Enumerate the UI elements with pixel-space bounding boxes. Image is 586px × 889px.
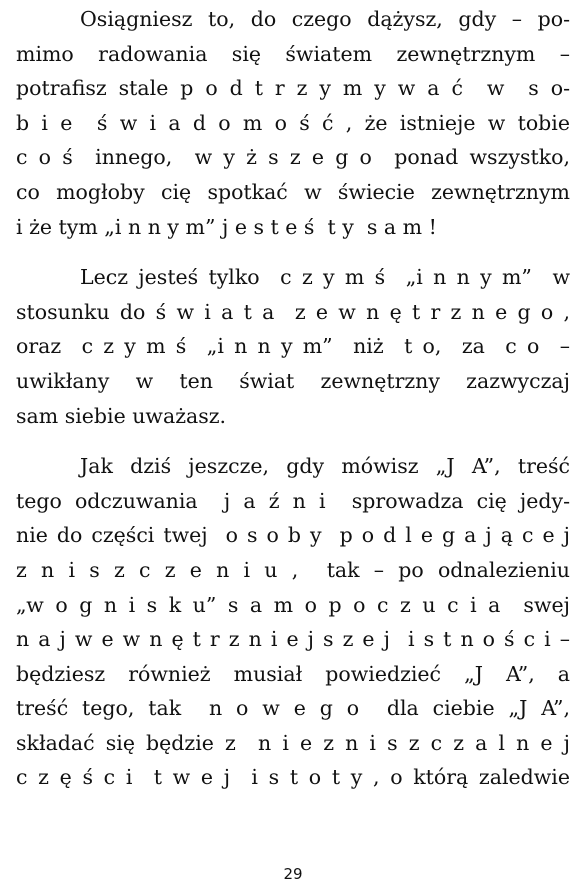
text-line: składać się będzie z n i e z n i s z c z a l n e j (16, 730, 570, 755)
text-line: potrafisz stale p o d t r z y m y w a ć w s o- (16, 76, 570, 101)
text-line: i że tym „i n n y m” j e s t e ś t y s a m ! (16, 214, 437, 239)
page-text (16, 2, 570, 811)
text-line: sam siebie uważasz. (16, 403, 227, 428)
text-line: b i e ś w i a d o m o ś ć , że istnieje w tobie (16, 110, 570, 135)
text-line: Jak dziś jeszcze, gdy mówisz „J A”, treść (80, 454, 570, 479)
text-line: będziesz również musiał powiedzieć „J A”, a (16, 661, 570, 686)
text-line: n a j w e w n ę t r z n i e j s z e j i s t n o ś c i – (16, 627, 570, 652)
text-line: nie do części twej o s o b y p o d l e g a j ą c e j (16, 523, 570, 548)
text-line: Osiągniesz to, do czego dążysz, gdy – po- (80, 7, 570, 31)
text-line: uwikłany w ten świat zewnętrzny zazwyczaj (16, 368, 570, 393)
text-line: oraz c z y m ś „i n n y m” niż t o, za c o – (16, 334, 570, 359)
text-line: tego odczuwania j a ź n i sprowadza cię jedy- (16, 488, 570, 513)
text-line: mimo radowania się światem zewnętrznym – (16, 41, 570, 66)
paragraph-3 (16, 449, 570, 795)
text-line: Lecz jesteś tylko c z y m ś „i n n y m” w (80, 265, 570, 290)
text-line: stosunku do ś w i a t a z e w n ę t r z n e g o , (16, 299, 570, 324)
paragraph-1 (16, 2, 570, 244)
text-line: c o ś innego, w y ż s z e g o ponad wszystko, (16, 145, 570, 170)
text-line: treść tego, tak n o w e g o dla ciebie „J A”, (16, 696, 570, 721)
paragraph-2 (16, 260, 570, 433)
text-line: „w o g n i s k u” s a m o p o c z u c i a swej (16, 592, 570, 617)
page-number: 29 (283, 865, 303, 883)
text-line: co mogłoby cię spotkać w świecie zewnętrznym (16, 179, 570, 204)
text-line: z n i s z c z e n i u , tak – po odnalezieniu (16, 557, 570, 582)
text-line: c z ę ś c i t w e j i s t o t y , o którą zaledwie (16, 765, 570, 790)
